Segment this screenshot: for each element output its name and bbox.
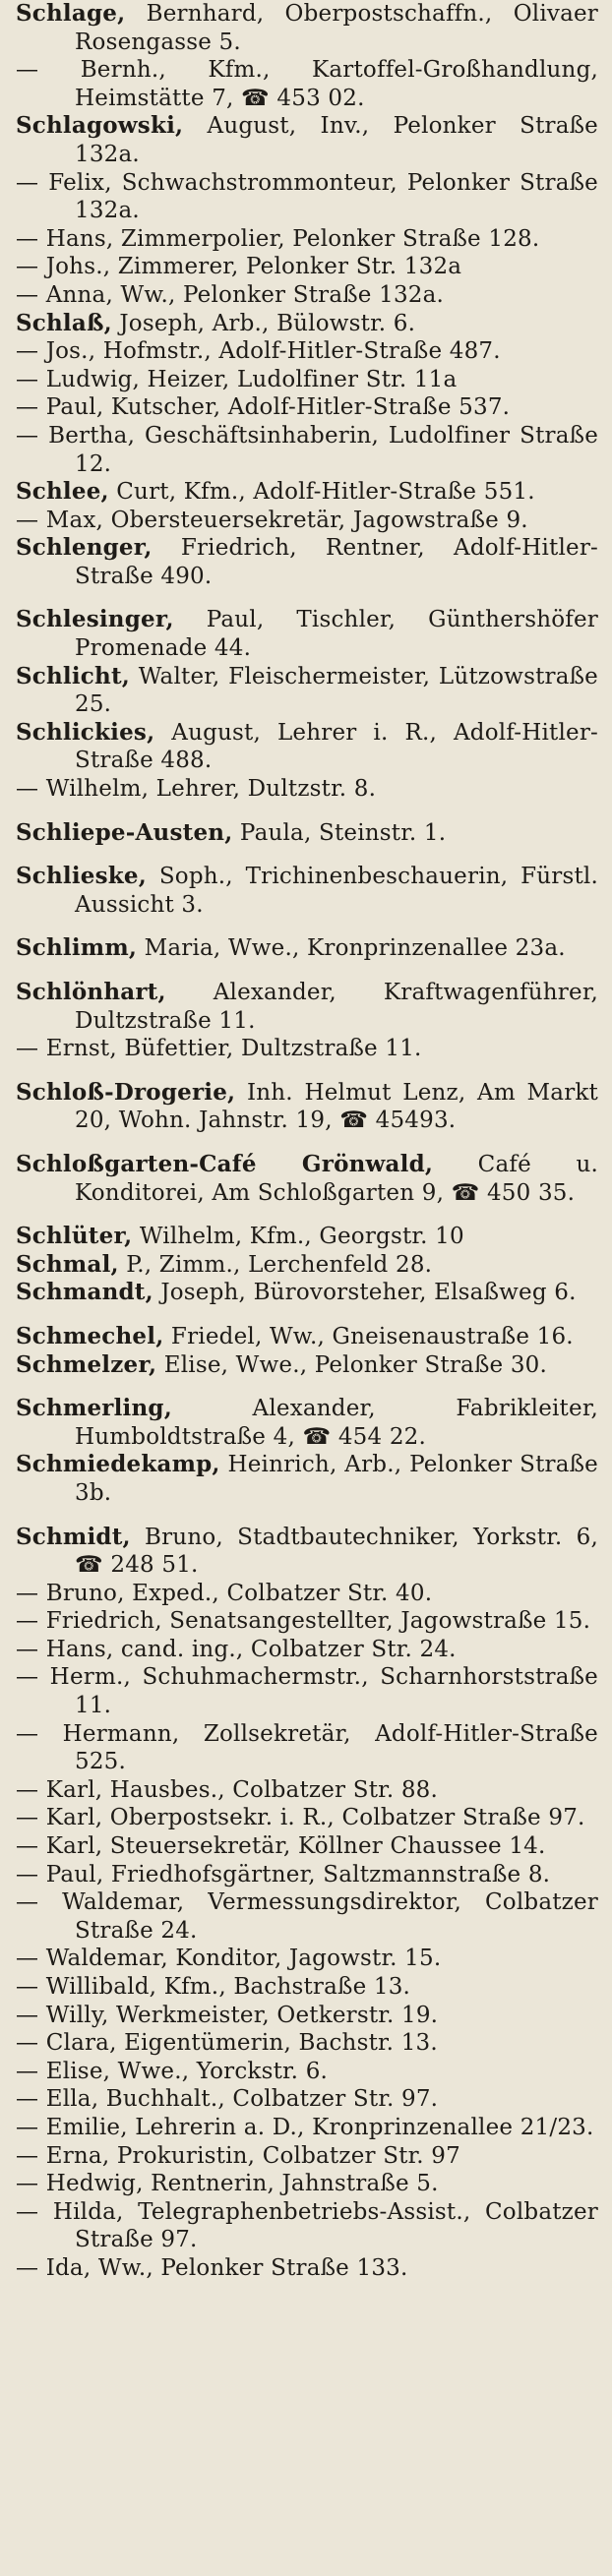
directory-entry — [16, 56, 598, 112]
directory-entry — [16, 1223, 598, 1251]
directory-entry — [16, 719, 598, 775]
directory-entry — [16, 1524, 598, 1580]
entry-details: — Willy, Werkmeister, Oetkerstr. 19. — [16, 2002, 439, 2028]
entry-details: Joseph, Bürovorsteher, Elsaßweg 6. — [153, 1280, 577, 1306]
entry-details: — Karl, Hausbes., Colbatzer Str. 88. — [16, 1776, 439, 1803]
entry-details: — Wilhelm, Lehrer, Dultzstr. 8. — [16, 776, 377, 803]
entry-details: — Ida, Ww., Pelonker Straße 133. — [16, 2254, 408, 2281]
directory-entry — [16, 1945, 598, 1973]
entry-details: — Hermann, Zollsekretär, Adolf-Hitler-Straße 525. — [16, 1720, 598, 1775]
directory-entry — [16, 478, 598, 507]
directory-entry — [16, 1973, 598, 2002]
entry-details: Friedrich, Rentner, Adolf-Hitler-Straße 490. — [75, 535, 598, 589]
entry-surname: Schlickies, — [16, 718, 155, 746]
directory-entry — [16, 1663, 598, 1719]
directory-entry — [16, 979, 598, 1035]
entry-surname: Schlaß, — [16, 309, 112, 336]
directory-entry — [16, 2142, 598, 2171]
directory-entry — [16, 934, 598, 963]
entry-details: — Hilda, Telegraphenbetriebs-Assist., Colbatzer Straße 97. — [16, 2198, 598, 2253]
directory-entry — [16, 1832, 598, 1861]
entry-surname: Schmiedekamp, — [16, 1451, 220, 1478]
entry-details: Soph., Trichinenbeschauerin, Fürstl. Aussicht 3. — [75, 864, 598, 918]
entry-details: Bruno, Stadtbautechniker, Yorkstr. 6, ☎ 248 51. — [75, 1524, 598, 1579]
entry-surname: Schloß-Drogerie, — [16, 1078, 236, 1106]
entry-details: — Herm., Schuhmachermstr., Scharnhorststraße 11. — [16, 1664, 598, 1719]
directory-entries — [16, 0, 598, 2283]
directory-entry — [16, 1351, 598, 1380]
entry-details: — Paul, Friedhofsgärtner, Saltzmannstraße 8. — [16, 1861, 551, 1887]
directory-entry — [16, 1776, 598, 1805]
directory-entry — [16, 2170, 598, 2198]
entry-details: Inh. Helmut Lenz, Am Markt 20, Wohn. Jahnstr. 19, ☎ 45493. — [75, 1079, 598, 1134]
directory-entry — [16, 1323, 598, 1351]
entry-details: — Erna, Prokuristin, Colbatzer Str. 97 — [16, 2142, 460, 2169]
entry-surname: Schlicht, — [16, 662, 130, 689]
directory-entry — [16, 663, 598, 719]
entry-details: — Waldemar, Konditor, Jagowstr. 15. — [16, 1946, 442, 1972]
directory-entry — [16, 1607, 598, 1636]
directory-entry — [16, 225, 598, 254]
directory-entry — [16, 169, 598, 225]
directory-entry — [16, 1279, 598, 1307]
directory-entry — [16, 1888, 598, 1945]
entry-surname: Schloßgarten-Café Grönwald, — [16, 1150, 434, 1177]
entry-surname: Schlage, — [16, 0, 126, 27]
directory-entry — [16, 1151, 598, 1207]
entry-details: Elise, Wwe., Pelonker Straße 30. — [156, 1351, 548, 1378]
entry-surname: Schmidt, — [16, 1523, 131, 1550]
entry-details: — Bruno, Exped., Colbatzer Str. 40. — [16, 1580, 433, 1606]
entry-details: Café u. Konditorei, Am Schloßgarten 9, ☎ 450 35. — [75, 1151, 599, 1206]
directory-entry — [16, 281, 598, 310]
entry-details: — Jos., Hofmstr., Adolf-Hitler-Straße 487. — [16, 338, 501, 365]
directory-entry — [16, 2085, 598, 2114]
entry-surname: Schlesinger, — [16, 606, 174, 633]
entry-details: Alexander, Kraftwagenführer, Dultzstraße 11. — [75, 980, 598, 1034]
entry-surname: Schlieske, — [16, 863, 147, 890]
directory-entry — [16, 1395, 598, 1451]
directory-entry — [16, 2198, 598, 2254]
entry-details: — Ella, Buchhalt., Colbatzer Str. 97. — [16, 2086, 439, 2113]
directory-entry — [16, 1451, 598, 1507]
entry-details: — Paul, Kutscher, Adolf-Hitler-Straße 537. — [16, 394, 511, 421]
directory-entry — [16, 366, 598, 394]
entry-details: — Bertha, Geschäftsinhaberin, Ludolfiner Straße 12. — [16, 422, 598, 477]
entry-details: — Elise, Wwe., Yorckstr. 6. — [16, 2058, 329, 2084]
entry-details: — Emilie, Lehrerin a. D., Kronprinzenallee 21/23. — [16, 2114, 594, 2140]
directory-entry — [16, 1251, 598, 1280]
entry-surname: Schlee, — [16, 478, 109, 506]
entry-details: — Hans, Zimmerpolier, Pelonker Straße 128. — [16, 225, 540, 252]
directory-entry — [16, 507, 598, 535]
entry-details: — Waldemar, Vermessungsdirektor, Colbatzer Straße 24. — [16, 1889, 598, 1944]
directory-entry — [16, 0, 598, 56]
directory-entry — [16, 1079, 598, 1135]
entry-surname: Schmandt, — [16, 1279, 153, 1306]
entry-details: — Friedrich, Senatsangestellter, Jagowstraße 15. — [16, 1608, 591, 1635]
entry-details: Bernhard, Oberpostschaffn., Olivaer Rosengasse 5. — [75, 1, 598, 55]
directory-entry — [16, 1861, 598, 1889]
entry-details: — Felix, Schwachstrommonteur, Pelonker Straße 132a. — [16, 169, 598, 224]
entry-details: — Clara, Eigentümerin, Bachstr. 13. — [16, 2030, 438, 2057]
entry-details: August, Inv., Pelonker Straße 132a. — [75, 113, 598, 167]
entry-surname: Schmerling, — [16, 1395, 172, 1422]
directory-entry — [16, 112, 598, 168]
entry-details: — Johs., Zimmerer, Pelonker Str. 132a — [16, 254, 462, 280]
directory-entry — [16, 2254, 598, 2283]
entry-details: Maria, Wwe., Kronprinzenallee 23a. — [137, 935, 566, 962]
entry-details: Curt, Kfm., Adolf-Hitler-Straße 551. — [108, 479, 535, 506]
directory-entry — [16, 1720, 598, 1776]
entry-details: — Willibald, Kfm., Bachstraße 13. — [16, 1974, 411, 2000]
entry-details: — Ludwig, Heizer, Ludolfiner Str. 11a — [16, 366, 458, 392]
entry-details: August, Lehrer i. R., Adolf-Hitler-Straße 488. — [75, 719, 598, 774]
entry-details: Joseph, Arb., Bülowstr. 6. — [111, 310, 416, 336]
entry-details: Paula, Steinstr. 1. — [232, 819, 447, 846]
entry-details: — Karl, Oberpostsekr. i. R., Colbatzer Straße 97. — [16, 1805, 585, 1831]
directory-entry — [16, 310, 598, 338]
entry-surname: Schlimm, — [16, 934, 138, 962]
entry-details: Heinrich, Arb., Pelonker Straße 3b. — [75, 1452, 598, 1506]
entry-details: — Hedwig, Rentnerin, Jahnstraße 5. — [16, 2171, 439, 2197]
directory-entry — [16, 606, 598, 662]
directory-entry — [16, 1580, 598, 1608]
entry-surname: Schlagowski, — [16, 112, 184, 140]
entry-details: Alexander, Fabrikleiter, Humboldtstraße 4, ☎ 454 22. — [75, 1396, 598, 1450]
entry-details: — Hans, cand. ing., Colbatzer Str. 24. — [16, 1636, 457, 1662]
directory-entry — [16, 2002, 598, 2030]
entry-surname: Schmelzer, — [16, 1350, 157, 1378]
directory-entry — [16, 1035, 598, 1063]
directory-entry — [16, 1636, 598, 1664]
directory-entry — [16, 253, 598, 281]
directory-entry — [16, 2058, 598, 2086]
entry-surname: Schlüter, — [16, 1223, 133, 1250]
entry-details: Walter, Fleischermeister, Lützowstraße 25. — [75, 663, 598, 718]
entry-details: P., Zimm., Lerchenfeld 28. — [118, 1251, 433, 1278]
directory-entry — [16, 863, 598, 919]
directory-entry — [16, 775, 598, 804]
entry-details: — Max, Obersteuersekretär, Jagowstraße 9. — [16, 507, 528, 533]
directory-entry — [16, 819, 598, 848]
entry-surname: Schlenger, — [16, 534, 153, 562]
entry-surname: Schmechel, — [16, 1322, 164, 1349]
directory-entry — [16, 393, 598, 422]
entry-details: — Karl, Steuersekretär, Köllner Chaussee 14. — [16, 1833, 546, 1860]
directory-entry — [16, 422, 598, 478]
entry-surname: Schmal, — [16, 1250, 119, 1278]
entry-details: Paul, Tischler, Günthershöfer Promenade 44. — [75, 607, 598, 662]
entry-details: Wilhelm, Kfm., Georgstr. 10 — [132, 1224, 464, 1250]
entry-details: — Anna, Ww., Pelonker Straße 132a. — [16, 281, 445, 308]
entry-details: — Ernst, Büfettier, Dultzstraße 11. — [16, 1036, 422, 1062]
entry-details: — Bernh., Kfm., Kartoffel-Großhandlung, Heimstätte 7, ☎ 453 02. — [16, 57, 598, 111]
entry-details: Friedel, Ww., Gneisenaustraße 16. — [163, 1323, 574, 1349]
entry-surname: Schlönhart, — [16, 979, 166, 1005]
directory-entry — [16, 337, 598, 366]
directory-entry — [16, 2114, 598, 2142]
directory-entry — [16, 1804, 598, 1832]
directory-entry — [16, 534, 598, 590]
entry-surname: Schliepe-Austen, — [16, 818, 233, 846]
directory-entry — [16, 2029, 598, 2058]
